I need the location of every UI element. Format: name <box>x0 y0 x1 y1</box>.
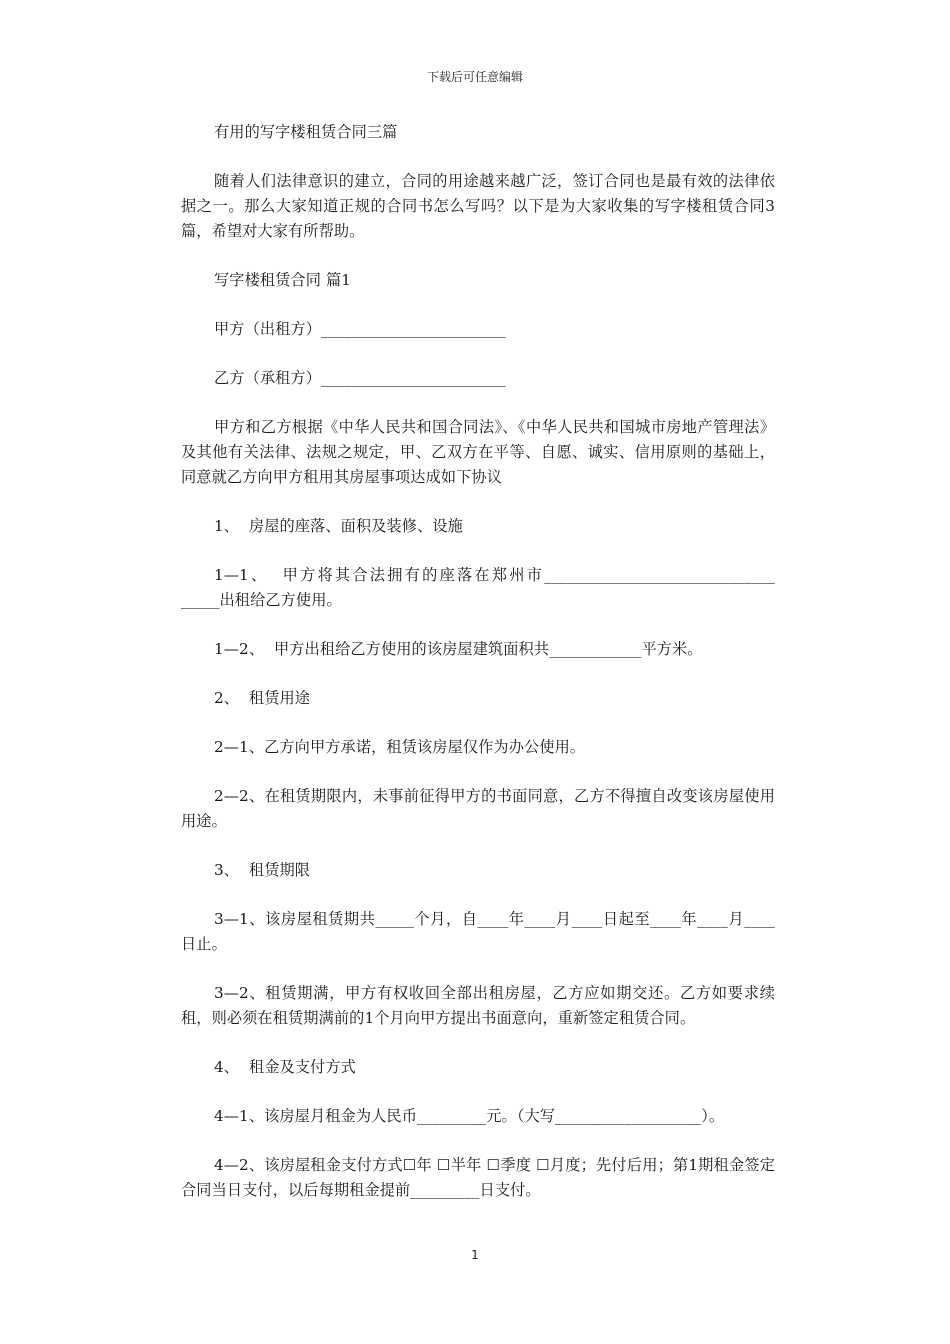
section-1-heading: 1、 房屋的座落、面积及装修、设施 <box>214 517 463 535</box>
clause-3-2: 3—2、租赁期满，甲方有权收回全部出租房屋，乙方应如期交还。乙方如要求续租，则必须在租赁期满前的1个月向甲方提出书面意向，重新签定租赁合同。 <box>181 984 775 1027</box>
section-4-heading: 4、 租金及支付方式 <box>214 1058 356 1076</box>
party-b-line: 乙方（承租方）________________________ <box>214 369 506 387</box>
section-3-heading: 3、 租赁期限 <box>214 861 311 879</box>
party-a-line: 甲方（出租方）________________________ <box>214 320 506 338</box>
clause-2-1: 2—1、乙方向甲方承诺，租赁该房屋仅作为办公使用。 <box>214 738 586 756</box>
preamble-paragraph: 甲方和乙方根据《中华人民共和国合同法》、《中华人民共和国城市房地产管理法》及其他有关法律、法规之规定，甲、乙双方在平等、自愿、诚实、信用原则的基础上，同意就乙方向甲方租用其房屋事项达成如下协议 <box>181 418 775 486</box>
clause-1-2: 1—2、 甲方出租给乙方使用的该房屋建筑面积共____________平方米。 <box>214 640 703 658</box>
clause-4-2: 4—2、该房屋租金支付方式☐年 ☐半年 ☐季度 ☐月度；先付后用；第1期租金签定合同当日支付，以后每期租金提前_________日支付。 <box>181 1156 775 1199</box>
document-body <box>181 120 780 1227</box>
section-2-heading: 2、 租赁用途 <box>214 689 311 707</box>
clause-1-1: 1—1、 甲方将其合法拥有的座落在郑州市______________________________ _____出租给乙方使用。 <box>181 566 780 609</box>
document-title: 有用的写字楼租赁合同三篇 <box>214 123 398 141</box>
page-header-note: 下载后可任意编辑 <box>426 70 523 84</box>
page-number: 1 <box>471 1248 479 1262</box>
clause-3-1: 3—1、该房屋租赁期共_____个月，自____年____月____日起至____年____月____日止。 <box>181 910 775 953</box>
contract-heading: 写字楼租赁合同 篇1 <box>214 271 351 289</box>
intro-paragraph: 随着人们法律意识的建立，合同的用途越来越广泛，签订合同也是最有效的法律依据之一。那么大家知道正规的合同书怎么写吗？以下是为大家收集的写字楼租赁合同3篇，希望对大家有所帮助。 <box>181 172 775 240</box>
clause-2-2: 2—2、在租赁期限内，未事前征得甲方的书面同意，乙方不得擅自改变该房屋使用用途。 <box>181 787 775 830</box>
clause-4-1: 4—1、该房屋月租金为人民币_________元。（大写___________________）。 <box>214 1107 725 1125</box>
